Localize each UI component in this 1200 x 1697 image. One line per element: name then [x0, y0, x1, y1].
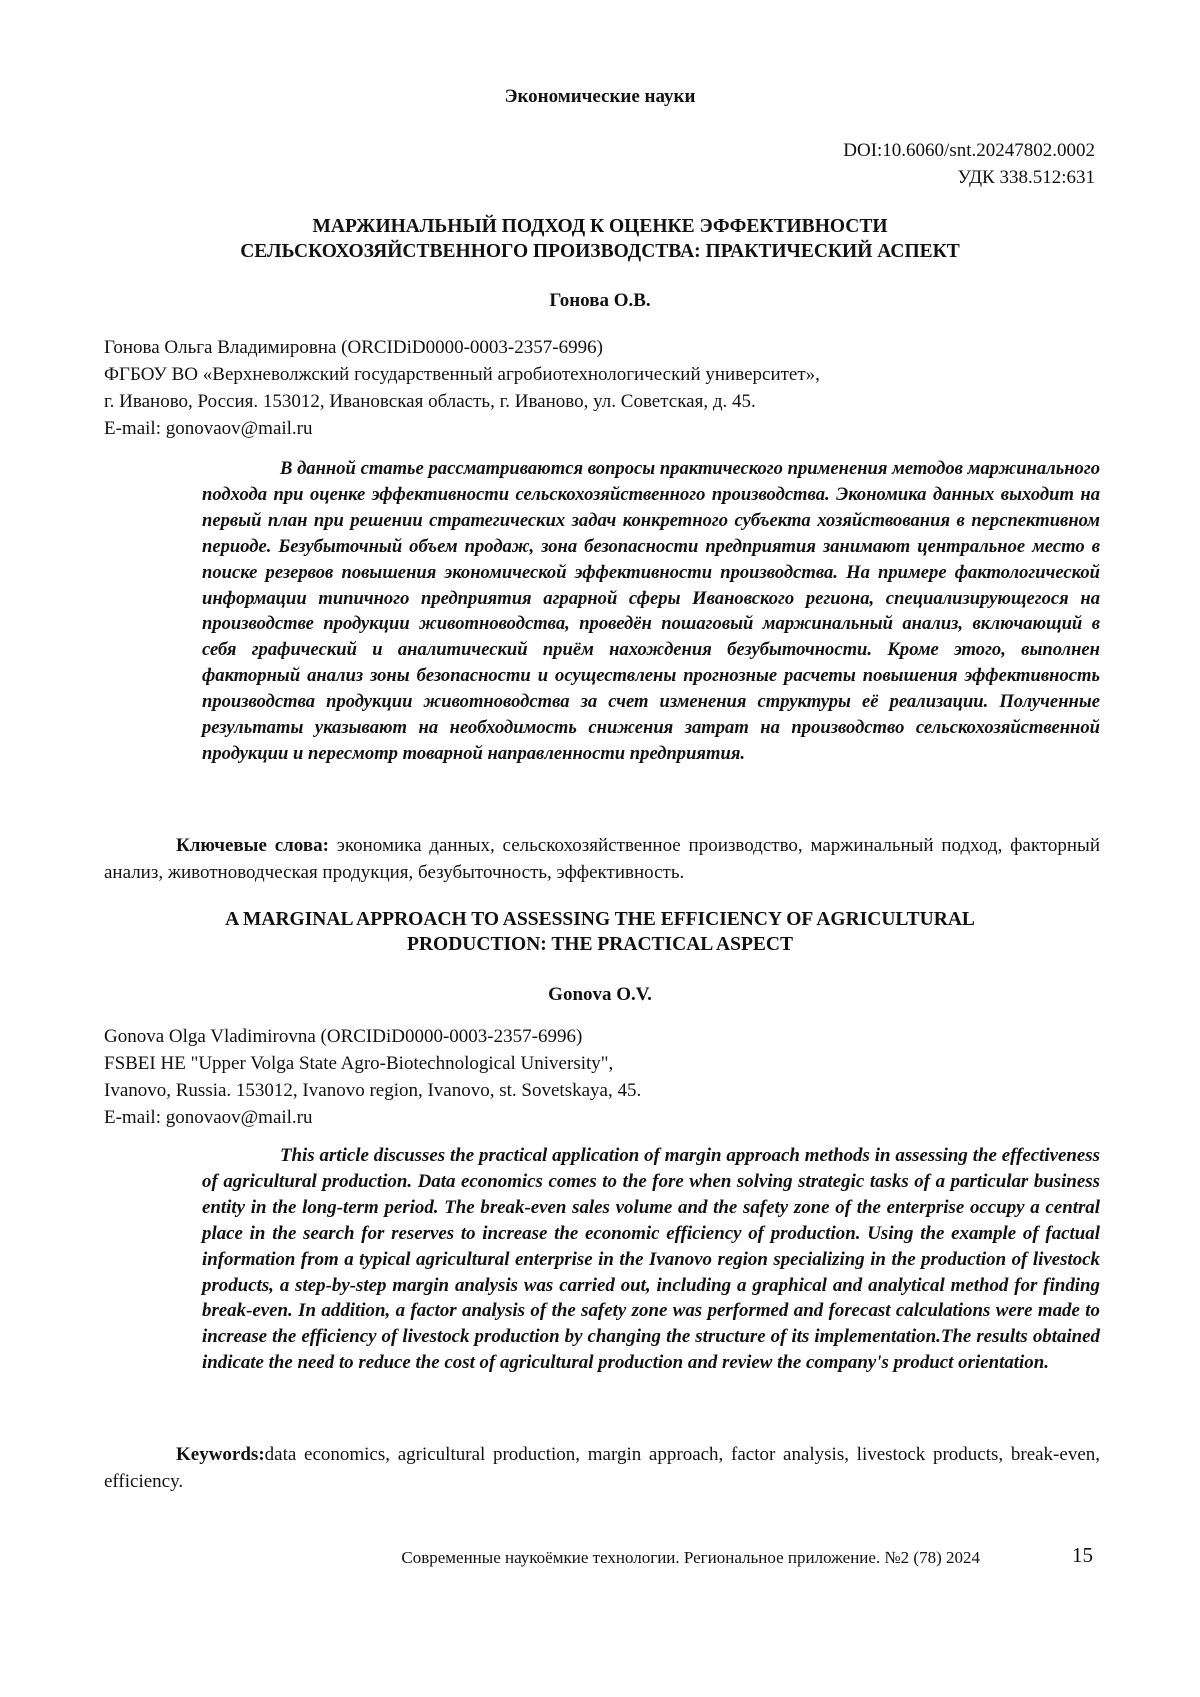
affiliation-ru [104, 334, 1104, 442]
affiliation-ru-email: E-mail: gonovaov@mail.ru [104, 418, 313, 439]
affiliation-en-email: E-mail: gonovaov@mail.ru [104, 1107, 313, 1128]
title-ru [0, 214, 1200, 264]
title-ru-line1: МАРЖИНАЛЬНЫЙ ПОДХОД К ОЦЕНКЕ ЭФФЕКТИВНОСТИ [312, 216, 888, 237]
keywords-ru [104, 832, 1100, 886]
affiliation-en-name: Gonova Olga Vladimirovna (ORCIDiD0000-0003-2357-6996) [104, 1026, 583, 1047]
journal-footer: Современные наукоёмкие технологии. Региональное приложение. №2 (78) 2024 [401, 1548, 980, 1567]
doi: DOI:10.6060/snt.20247802.0002 [843, 140, 1095, 161]
affiliation-en [104, 1023, 1104, 1131]
affiliation-ru-address: г. Иваново, Россия. 153012, Ивановская область, г. Иваново, ул. Советская, д. 45. [104, 391, 756, 412]
abstract-en: This article discusses the practical application of margin approach methods in assessing the effectiveness of agricultural production. Data economics comes to the fore when solving strategic tasks of a particular business entity in the long-term period. The break-even sales volume and the safety zone of the enterprise occupy a central place in the search for reserves to increase the economic efficiency of production. Using the example of factual information from a typical agricultural enterprise in the Ivanovo region specializing in the production of livestock products, a step-by-step margin analysis was carried out, including a graphical and analytical method for finding break-even. In addition, a factor analysis of the safety zone was performed and forecast calculations were made to increase the efficiency of livestock production by changing the structure of its implementation.The results obtained indicate the need to reduce the cost of agricultural production and review the company's product orientation. [202, 1145, 1100, 1374]
author-en: Gonova O.V. [548, 984, 652, 1005]
title-en-line1: A MARGINAL APPROACH TO ASSESSING THE EFFICIENCY OF AGRICULTURAL [225, 909, 975, 930]
keywords-ru-text: экономика данных, сельскохозяйственное производство, маржинальный подход, факторный анализ, животноводческая продукция, безубыточность, эффективность. [104, 835, 1100, 883]
udk: УДК 338.512:631 [957, 167, 1095, 188]
abstract-ru: В данной статье рассматриваются вопросы практического применения методов маржинального подхода при оценке эффективности сельскохозяйственного производства. Экономика данных выходит на первый план при решении стратегических задач конкретного субъекта хозяйствования в перспективном периоде. Безубыточный объем продаж, зона безопасности предприятия занимают центральное место в поиске резервов повышения экономической эффективности производства. На примере фактологической информации типичного предприятия аграрной сферы Ивановского региона, специализирующегося на производстве продукции животноводства, проведён пошаговый маржинальный анализ, включающий в себя графический и аналитический приём нахождения безубыточности. Кроме этого, выполнен факторный анализ зоны безопасности и осуществлены прогнозные расчеты повышения эффективность производства продукции животноводства за счет изменения структуры её реализации. Полученные результаты указывают на необходимость снижения затрат на производство сельскохозяйственной продукции и пересмотр товарной направленности предприятия. [202, 458, 1100, 764]
keywords-ru-label: Ключевые слова: [176, 835, 329, 856]
affiliation-ru-org: ФГБОУ ВО «Верхневолжский государственный агробиотехнологический университет», [104, 364, 820, 385]
section-label: Экономические науки [504, 86, 696, 107]
affiliation-en-org: FSBEI HE "Upper Volga State Agro-Biotechnological University", [104, 1053, 614, 1074]
author-ru: Гонова О.В. [549, 290, 651, 311]
keywords-en-label: Keywords: [176, 1444, 265, 1465]
title-en-line2: PRODUCTION: THE PRACTICAL ASPECT [407, 934, 793, 955]
keywords-en [104, 1441, 1100, 1495]
keywords-en-text: data economics, agricultural production, margin approach, factor analysis, livestock products, break-even, efficiency. [104, 1444, 1100, 1492]
affiliation-en-address: Ivanovo, Russia. 153012, Ivanovo region, Ivanovo, st. Sovetskaya, 45. [104, 1080, 642, 1101]
page-number: 15 [1072, 1543, 1093, 1567]
affiliation-ru-name: Гонова Ольга Владимировна (ORCIDiD0000-0003-2357-6996) [104, 337, 603, 358]
title-ru-line2: СЕЛЬСКОХОЗЯЙСТВЕННОГО ПРОИЗВОДСТВА: ПРАКТИЧЕСКИЙ АСПЕКТ [240, 241, 960, 262]
title-en [0, 907, 1200, 957]
doi-block [843, 137, 1095, 191]
